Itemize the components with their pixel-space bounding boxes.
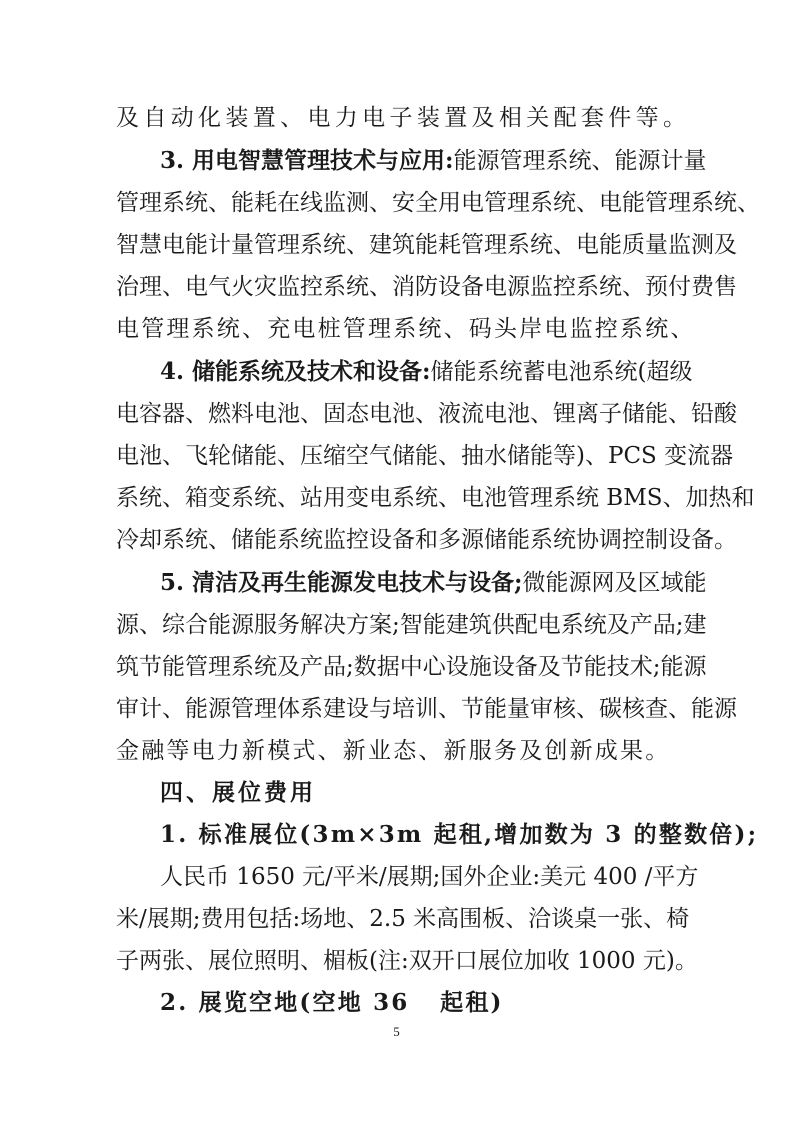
paragraph-line: 及自动化装置、电力电子装置及相关配套件等。 bbox=[116, 105, 686, 131]
paragraph-line bbox=[160, 352, 693, 392]
paragraph-line bbox=[160, 141, 707, 181]
paragraph-line: 金融等电力新模式、新业态、新服务及创新成果。 bbox=[116, 738, 671, 764]
item-text: 能源管理系统、能源计量 bbox=[453, 148, 707, 174]
item-text: 储能系统蓄电池系统(超级 bbox=[430, 359, 693, 385]
paragraph-line: 电管理系统、充电桩管理系统、码头岸电监控系统、 bbox=[116, 316, 696, 342]
page-number: 5 bbox=[393, 1024, 400, 1039]
item-text: 微能源网及区域能 bbox=[522, 570, 707, 596]
item-heading: 4. 储能系统及技术和设备: bbox=[160, 358, 431, 385]
section-heading: 四、展位费用 bbox=[160, 779, 316, 806]
paragraph-line: 冷却系统、储能系统监控设备和多源储能系统协调控制设备。 bbox=[116, 527, 737, 553]
paragraph-line: 系统、箱变系统、站用变电系统、电池管理系统 BMS、加热和 bbox=[116, 485, 755, 511]
paragraph-line: 源、综合能源服务解决方案;智能建筑供配电系统及产品;建 bbox=[116, 612, 707, 638]
paragraph-line: 治理、电气火灾监控系统、消防设备电源监控系统、预付费售 bbox=[116, 274, 737, 300]
item-heading: 5. 清洁及再生能源发电技术与设备; bbox=[160, 569, 523, 596]
paragraph-line: 电池、飞轮储能、压缩空气储能、抽水储能等)、PCS 变流器 bbox=[116, 443, 734, 469]
paragraph-line: 智慧电能计量管理系统、建筑能耗管理系统、电能质量监测及 bbox=[116, 232, 737, 258]
paragraph-line: 管理系统、能耗在线监测、安全用电管理系统、电能管理系统、 bbox=[116, 190, 760, 216]
subsection-heading: 1. 标准展位(3m×3m 起租,增加数为 3 的整数倍); bbox=[160, 821, 759, 848]
subsection-heading: 2. 展览空地(空地 36 起租) bbox=[160, 989, 504, 1016]
paragraph-line: 审计、能源管理体系建设与培训、节能量审核、碳核查、能源 bbox=[116, 696, 737, 722]
paragraph-line: 子两张、展位照明、楣板(注:双开口展位加收 1000 元)。 bbox=[116, 948, 698, 974]
paragraph-line: 电容器、燃料电池、固态电池、液流电池、锂离子储能、铅酸 bbox=[116, 401, 737, 427]
item-heading: 3. 用电智慧管理技术与应用: bbox=[160, 147, 454, 174]
paragraph-line: 米/展期;费用包括:场地、2.5 米高围板、洽谈桌一张、椅 bbox=[116, 906, 690, 932]
paragraph-line: 人民币 1650 元/平米/展期;国外企业:美元 400 /平方 bbox=[160, 864, 699, 890]
paragraph-line bbox=[160, 563, 707, 603]
paragraph-line: 筑节能管理系统及产品;数据中心设施设备及节能技术;能源 bbox=[116, 654, 707, 680]
